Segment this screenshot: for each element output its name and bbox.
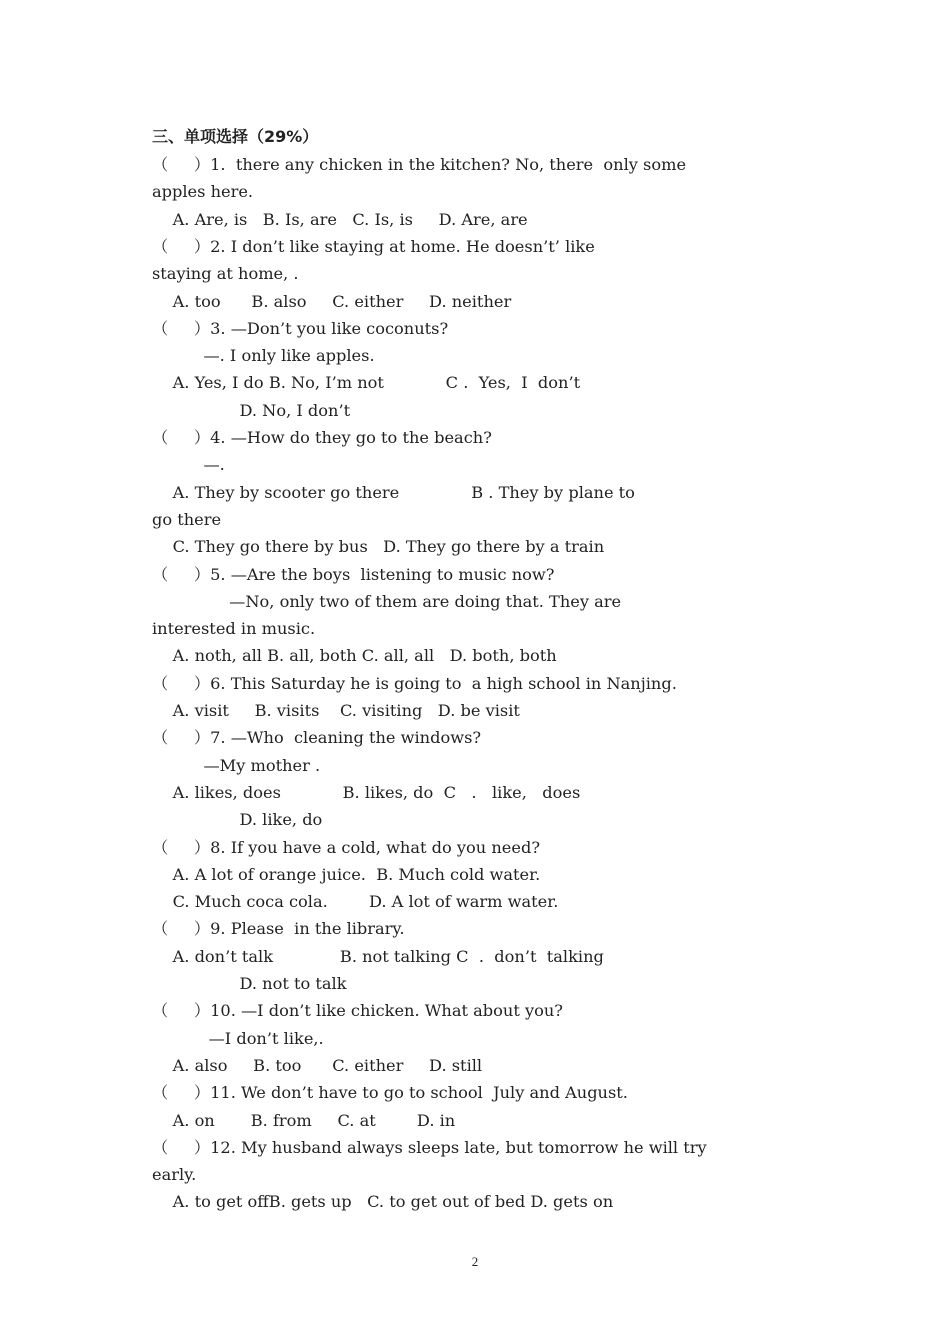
text-line: D. No, I don’t — [152, 400, 351, 420]
text-line: （ ）3. —Don’t you like coconuts? — [152, 318, 449, 338]
section-heading: 三、单项选择（29%） — [152, 127, 319, 146]
text-line: （ ）8. If you have a cold, what do you need? — [152, 837, 540, 857]
text-line: —I don’t like,. — [152, 1028, 324, 1048]
text-line: go there — [152, 509, 222, 529]
text-line: —. I only like apples. — [152, 346, 375, 366]
text-line: early. — [152, 1165, 197, 1185]
text-line: （ ）6. This Saturday he is going to a high school in Nanjing. — [152, 673, 677, 693]
text-line: A. to get offB. gets up C. to get out of bed D. gets on — [152, 1192, 614, 1212]
text-line: A. too B. also C. either D. neither — [152, 291, 512, 311]
text-line: A. Are, is B. Is, are C. Is, is D. Are, are — [152, 209, 528, 229]
text-line: D. not to talk — [152, 974, 347, 993]
text-line: —No, only two of them are doing that. They are — [152, 591, 622, 611]
text-line: （ ）11. We don’t have to go to school July and August. — [152, 1083, 628, 1103]
text-line: A. A lot of orange juice. B. Much cold water. — [152, 864, 541, 884]
text-line: D. like, do — [152, 810, 323, 830]
text-line: A. on B. from C. at D. in — [152, 1110, 456, 1130]
text-line: A. visit B. visits C. visiting D. be visit — [152, 701, 520, 720]
text-line: A. noth, all B. all, both C. all, all D. both, both — [152, 646, 557, 666]
text-line: interested in music. — [152, 619, 316, 639]
text-line: （ ）10. —I don’t like chicken. What about you? — [152, 1001, 563, 1021]
text-line: —. — [152, 455, 225, 475]
text-line: —My mother . — [152, 755, 321, 775]
text-line: staying at home, . — [152, 264, 299, 284]
text-line: （ ）7. —Who cleaning the windows? — [152, 728, 482, 748]
text-line: （ ）4. —How do they go to the beach? — [152, 428, 492, 447]
text-line: C. Much coca cola. D. A lot of warm water. — [152, 892, 559, 912]
text-line: （ ）2. I don’t like staying at home. He doesn’t’ like — [152, 236, 595, 256]
text-line: （ ）1. there any chicken in the kitchen? No, there only some — [152, 155, 687, 174]
page-number: 2 — [471, 1254, 479, 1269]
text-line: （ ）9. Please in the library. — [152, 919, 405, 939]
text-line: A. also B. too C. either D. still — [152, 1055, 483, 1075]
text-line: （ ）12. My husband always sleeps late, but tomorrow he will try — [152, 1137, 707, 1157]
text-line: C. They go there by bus D. They go there by a train — [152, 537, 605, 557]
text-line: （ ）5. —Are the boys listening to music now? — [152, 564, 555, 584]
text-line: A. don’t talk B. not talking C . don’t talking — [152, 946, 604, 966]
text-line: A. likes, does B. likes, do C . like, does — [152, 782, 581, 802]
text-line: apples here. — [152, 182, 254, 202]
text-line: A. Yes, I do B. No, I’m not C . Yes, I don’t — [152, 373, 581, 393]
text-line: A. They by scooter go there B . They by plane to — [152, 482, 635, 502]
